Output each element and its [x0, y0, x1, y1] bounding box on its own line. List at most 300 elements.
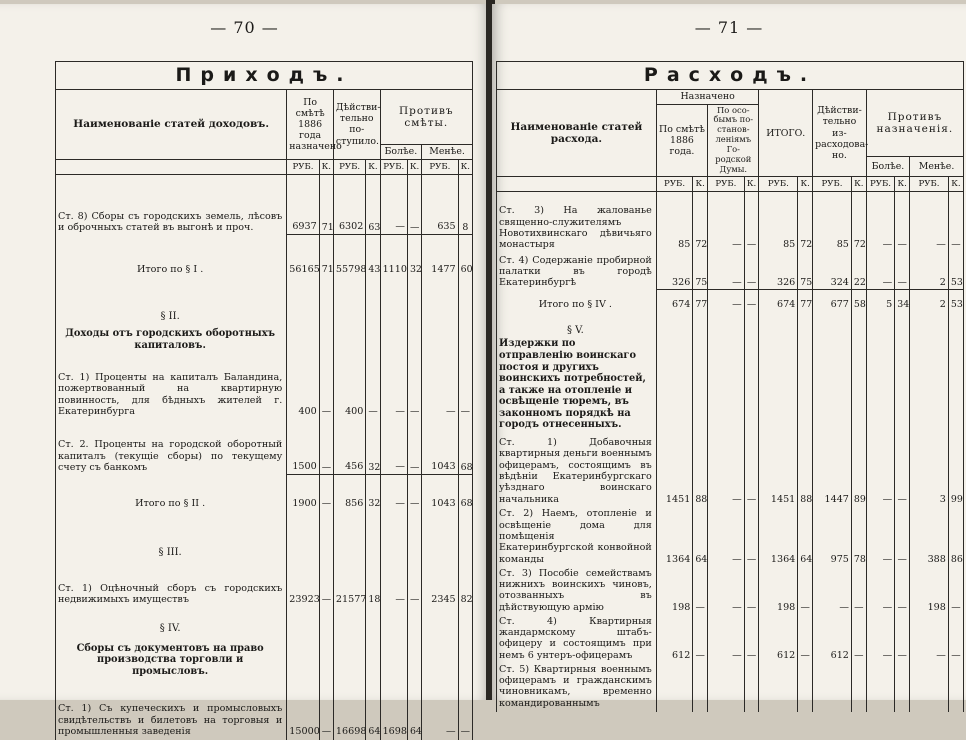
unit-rub: РУБ. — [380, 159, 407, 174]
rubles-cell — [287, 510, 319, 560]
rubles-cell: — — [813, 566, 852, 614]
table-row — [497, 506, 964, 566]
kopecks-cell: — — [744, 289, 759, 311]
kopecks-cell: — — [319, 678, 333, 738]
rubles-cell: 56165 — [287, 234, 319, 276]
kopecks-cell: — — [407, 560, 421, 606]
rubles-cell: 198 — [910, 566, 949, 614]
table-filler-row — [497, 710, 964, 712]
unit-rub: РУБ. — [813, 176, 852, 191]
rubles-cell: — — [422, 678, 459, 738]
empty-cell — [744, 710, 759, 712]
empty-cell — [910, 710, 949, 712]
rubles-cell: 612 — [759, 614, 798, 662]
item-description: Ст. 1) Добавочныя квартирныя деньги военнымъ офицерамъ, состоящимъ въ вѣдѣніи Екатеринбургскаго уѣзднаго воинскаго начальника — [497, 432, 657, 506]
rubles-cell — [759, 337, 798, 431]
table-row — [497, 191, 964, 251]
page-number-right: — 71 — — [694, 18, 764, 37]
rubles-cell: 1110 — [380, 234, 407, 276]
rubles-cell — [656, 662, 693, 710]
item-description: Ст. 3) Пособіе семействамъ нижнихъ воинскихъ чиновъ, отозванныхъ въ дѣйствующую армію — [497, 566, 657, 614]
kopecks-cell: — — [319, 474, 333, 510]
empty-cell — [798, 710, 813, 712]
rubles-cell: 85 — [813, 191, 852, 251]
kopecks-cell: — — [851, 614, 866, 662]
table-row — [497, 251, 964, 289]
rubles-cell: — — [708, 191, 745, 251]
empty-cell — [656, 710, 693, 712]
table-row — [56, 560, 473, 606]
rubles-cell: 198 — [656, 566, 693, 614]
rubles-cell: 635 — [422, 174, 459, 234]
kopecks-cell: 99 — [948, 432, 963, 506]
kopecks-cell — [319, 276, 333, 324]
unit-rub: РУБ. — [656, 176, 693, 191]
header-actual-spent: Дѣйстви-тельно из-расходова-но. — [813, 90, 867, 176]
item-description: Ст. 4) Содержаніе пробирной палатки въ городѣ Екатеринбургѣ — [497, 251, 657, 289]
kopecks-cell — [798, 311, 813, 337]
item-description: Ст. 1) Съ купеческихъ и промысловыхъ свидѣтельствъ и билетовъ на торговыя и промышленныя заведенія — [56, 678, 287, 738]
unit-kop: К. — [798, 176, 813, 191]
page-right — [492, 4, 966, 709]
rubles-cell — [759, 662, 798, 710]
unit-rub: РУБ. — [287, 159, 319, 174]
rubles-cell: 612 — [656, 614, 693, 662]
section-row — [56, 510, 473, 560]
kopecks-cell: 58 — [851, 289, 866, 311]
rubles-cell — [380, 276, 407, 324]
rubles-cell: — — [866, 566, 895, 614]
kopecks-cell: 75 — [693, 251, 708, 289]
rubles-cell — [910, 311, 949, 337]
table-row — [56, 352, 473, 418]
section-row — [497, 311, 964, 337]
section-label: § V. — [497, 311, 657, 337]
rubles-cell: 1698 — [380, 678, 407, 738]
rubles-cell — [422, 636, 459, 678]
header-less: Менѣе. — [422, 145, 473, 159]
rubles-cell: 2345 — [422, 560, 459, 606]
unit-rub: РУБ. — [422, 159, 459, 174]
kopecks-cell — [798, 337, 813, 431]
unit-rub: РУБ. — [910, 176, 949, 191]
kopecks-cell — [407, 276, 421, 324]
kopecks-cell — [744, 311, 759, 337]
kopecks-cell: — — [693, 566, 708, 614]
rubles-cell: 5 — [866, 289, 895, 311]
rubles-cell — [333, 636, 365, 678]
kopecks-cell: 89 — [851, 432, 866, 506]
kopecks-cell — [458, 324, 472, 352]
unit-kop: К. — [693, 176, 708, 191]
kopecks-cell: 32 — [366, 418, 380, 474]
kopecks-cell — [744, 337, 759, 431]
section-heading: Доходы отъ городскихъ оборотныхъ капиталовъ. — [56, 324, 287, 352]
expense-table-body — [497, 191, 964, 711]
kopecks-cell — [366, 510, 380, 560]
rubles-cell: 674 — [656, 289, 693, 311]
kopecks-cell — [948, 311, 963, 337]
table-row — [497, 662, 964, 710]
kopecks-cell: — — [798, 566, 813, 614]
rubles-cell: 677 — [813, 289, 852, 311]
rubles-cell — [287, 276, 319, 324]
empty-cell — [708, 710, 745, 712]
total-label: Итого по § I . — [56, 234, 287, 276]
header-actual: Дѣйстви-тельно по-ступило. — [333, 90, 380, 159]
section-heading-row — [56, 324, 473, 352]
table-row — [56, 418, 473, 474]
rubles-cell — [380, 510, 407, 560]
expense-banner: Расходъ. — [497, 62, 964, 90]
header-more: Болѣе. — [380, 145, 422, 159]
rubles-cell: 1900 — [287, 474, 319, 510]
kopecks-cell: — — [851, 566, 866, 614]
rubles-cell: 400 — [287, 352, 319, 418]
rubles-cell — [866, 311, 895, 337]
rubles-cell: — — [380, 560, 407, 606]
kopecks-cell — [895, 311, 910, 337]
kopecks-cell: 71 — [319, 174, 333, 234]
kopecks-cell: 34 — [895, 289, 910, 311]
total-label: Итого по § II . — [56, 474, 287, 510]
kopecks-cell: — — [895, 432, 910, 506]
rubles-cell: 85 — [656, 191, 693, 251]
rubles-cell — [656, 311, 693, 337]
section-label: § II. — [56, 276, 287, 324]
kopecks-cell: — — [366, 352, 380, 418]
rubles-cell: — — [910, 614, 949, 662]
kopecks-cell — [458, 276, 472, 324]
unit-kop: К. — [366, 159, 380, 174]
header-assigned: Назначено — [656, 90, 759, 104]
rubles-cell: — — [866, 506, 895, 566]
rubles-cell — [910, 662, 949, 710]
rubles-cell: 456 — [333, 418, 365, 474]
kopecks-cell: — — [407, 174, 421, 234]
kopecks-cell: 88 — [693, 432, 708, 506]
kopecks-cell — [851, 311, 866, 337]
header-less: Менѣе. — [910, 156, 964, 176]
kopecks-cell: 72 — [798, 191, 813, 251]
unit-rub: РУБ. — [866, 176, 895, 191]
empty-cell — [948, 710, 963, 712]
item-description: Ст. 1) Проценты на капиталъ Баландина, пожертвованный на квартирную повинность, для бѣдныхъ жителей г. Екатеринбурга — [56, 352, 287, 418]
table-row — [497, 566, 964, 614]
header-expense-name: Наименованіе статей расхода. — [497, 90, 657, 176]
kopecks-cell: — — [895, 614, 910, 662]
kopecks-cell: 64 — [798, 506, 813, 566]
rubles-cell — [813, 311, 852, 337]
rubles-cell: 400 — [333, 352, 365, 418]
unit-rub: РУБ. — [708, 176, 745, 191]
kopecks-cell: 77 — [798, 289, 813, 311]
kopecks-cell: 78 — [851, 506, 866, 566]
kopecks-cell: 53 — [948, 251, 963, 289]
rubles-cell — [287, 636, 319, 678]
kopecks-cell: 86 — [948, 506, 963, 566]
kopecks-cell: 88 — [798, 432, 813, 506]
rubles-cell: — — [380, 352, 407, 418]
kopecks-cell — [948, 662, 963, 710]
table-row — [497, 432, 964, 506]
kopecks-cell: — — [948, 191, 963, 251]
kopecks-cell — [319, 606, 333, 636]
header-income-name: Наименованіе статей доходовъ. — [56, 90, 287, 159]
unit-kop: К. — [407, 159, 421, 174]
kopecks-cell: 75 — [798, 251, 813, 289]
kopecks-cell: 64 — [693, 506, 708, 566]
rubles-cell: 1364 — [759, 506, 798, 566]
rubles-cell: — — [380, 474, 407, 510]
rubles-cell: 15000 — [287, 678, 319, 738]
unit-kop: К. — [895, 176, 910, 191]
kopecks-cell: — — [798, 614, 813, 662]
rubles-cell: 2 — [910, 251, 949, 289]
kopecks-cell: — — [744, 191, 759, 251]
header-units-blank — [56, 159, 287, 174]
rubles-cell — [380, 636, 407, 678]
total-row — [497, 289, 964, 311]
rubles-cell: 326 — [759, 251, 798, 289]
unit-rub: РУБ. — [333, 159, 365, 174]
rubles-cell: 856 — [333, 474, 365, 510]
kopecks-cell — [366, 636, 380, 678]
kopecks-cell: — — [744, 614, 759, 662]
section-heading: Издержки по отправленію воинскаго постоя и другихъ воинскихъ потребностей, а также на отопленіе и освѣщеніе тюремъ, въ законномъ порядкѣ на городъ отнесенныхъ. — [497, 337, 657, 431]
item-description: Ст. 5) Квартирныя военнымъ офицерамъ и гражданскимъ чиновникамъ, временно командированнымъ — [497, 662, 657, 710]
kopecks-cell: — — [895, 251, 910, 289]
header-vs-estimate: Противъ смѣты. — [380, 90, 472, 145]
item-description: Ст. 2. Проценты на городской оборотный капиталъ (текущіе сборы) по текущему счету съ банкомъ — [56, 418, 287, 474]
rubles-cell — [287, 324, 319, 352]
kopecks-cell: — — [319, 418, 333, 474]
kopecks-cell — [366, 276, 380, 324]
rubles-cell: — — [380, 174, 407, 234]
kopecks-cell — [744, 662, 759, 710]
header-by-estimate: По смѣтѣ 1886 года. — [656, 104, 707, 176]
rubles-cell: — — [866, 251, 895, 289]
total-label: Итого по § IV . — [497, 289, 657, 311]
section-label: § III. — [56, 510, 287, 560]
rubles-cell: — — [708, 289, 745, 311]
rubles-cell: 388 — [910, 506, 949, 566]
item-description: Ст. 3) На жалованье священно-служителямъ Новотихвинскаго дѣвичьяго монастыря — [497, 191, 657, 251]
rubles-cell: 16698 — [333, 678, 365, 738]
rubles-cell — [422, 510, 459, 560]
section-label: § IV. — [56, 606, 287, 636]
kopecks-cell: 72 — [851, 191, 866, 251]
kopecks-cell: — — [895, 566, 910, 614]
kopecks-cell: — — [895, 191, 910, 251]
header-vs-assigned: Противъ назначенія. — [866, 90, 963, 156]
kopecks-cell — [407, 324, 421, 352]
kopecks-cell: — — [407, 418, 421, 474]
kopecks-cell: — — [948, 566, 963, 614]
header-more: Болѣе. — [866, 156, 909, 176]
kopecks-cell — [407, 606, 421, 636]
kopecks-cell — [798, 662, 813, 710]
unit-rub: РУБ. — [759, 176, 798, 191]
rubles-cell — [910, 337, 949, 431]
income-table — [55, 61, 473, 740]
rubles-cell: 1477 — [422, 234, 459, 276]
kopecks-cell: — — [407, 474, 421, 510]
kopecks-cell: — — [895, 506, 910, 566]
item-description: Ст. 1) Оцѣночный сборъ съ городскихъ недвижимыхъ имуществъ — [56, 560, 287, 606]
page-number-left: — 70 — — [210, 18, 279, 37]
rubles-cell: 21577 — [333, 560, 365, 606]
rubles-cell: — — [708, 506, 745, 566]
kopecks-cell — [693, 662, 708, 710]
empty-cell — [813, 710, 852, 712]
kopecks-cell — [319, 510, 333, 560]
kopecks-cell: 43 — [366, 234, 380, 276]
unit-kop: К. — [948, 176, 963, 191]
rubles-cell — [380, 606, 407, 636]
item-description: Ст. 2) Наемъ, отопленіе и освѣщеніе дома для помѣщенія Екатеринбургской конвойной команды — [497, 506, 657, 566]
rubles-cell — [708, 311, 745, 337]
kopecks-cell: 64 — [407, 678, 421, 738]
section-heading-row — [56, 636, 473, 678]
kopecks-cell: — — [744, 432, 759, 506]
kopecks-cell — [895, 337, 910, 431]
rubles-cell: 85 — [759, 191, 798, 251]
kopecks-cell — [407, 510, 421, 560]
total-row — [56, 234, 473, 276]
rubles-cell: — — [708, 614, 745, 662]
rubles-cell: 198 — [759, 566, 798, 614]
rubles-cell — [333, 606, 365, 636]
kopecks-cell: 77 — [693, 289, 708, 311]
kopecks-cell: 82 — [458, 560, 472, 606]
kopecks-cell: — — [948, 614, 963, 662]
kopecks-cell — [366, 324, 380, 352]
rubles-cell: — — [708, 251, 745, 289]
rubles-cell: 1043 — [422, 418, 459, 474]
rubles-cell: — — [866, 432, 895, 506]
rubles-cell: — — [866, 614, 895, 662]
rubles-cell: — — [708, 566, 745, 614]
rubles-cell — [380, 324, 407, 352]
kopecks-cell — [319, 636, 333, 678]
kopecks-cell: 60 — [458, 234, 472, 276]
kopecks-cell: 71 — [319, 234, 333, 276]
rubles-cell: 1447 — [813, 432, 852, 506]
kopecks-cell: 32 — [407, 234, 421, 276]
kopecks-cell: 72 — [693, 191, 708, 251]
kopecks-cell — [458, 636, 472, 678]
rubles-cell — [759, 311, 798, 337]
rubles-cell: 674 — [759, 289, 798, 311]
rubles-cell: 975 — [813, 506, 852, 566]
kopecks-cell: 68 — [458, 418, 472, 474]
rubles-cell: 3 — [910, 432, 949, 506]
kopecks-cell: — — [458, 678, 472, 738]
kopecks-cell: 63 — [366, 174, 380, 234]
header-by-special: По осо-бымъ по-станов-леніямъ Го-родской Думы. — [708, 104, 759, 176]
header-total: ИТОГО. — [759, 90, 813, 176]
unit-kop: К. — [458, 159, 472, 174]
expense-table — [496, 61, 964, 712]
unit-kop: К. — [851, 176, 866, 191]
kopecks-cell — [407, 636, 421, 678]
section-heading: Сборы съ документовъ на право производства торговли и промысловъ. — [56, 636, 287, 678]
kopecks-cell: — — [458, 352, 472, 418]
kopecks-cell — [458, 606, 472, 636]
kopecks-cell: — — [693, 614, 708, 662]
rubles-cell — [422, 276, 459, 324]
kopecks-cell — [693, 337, 708, 431]
kopecks-cell: — — [744, 251, 759, 289]
kopecks-cell — [895, 662, 910, 710]
rubles-cell — [333, 510, 365, 560]
table-row — [56, 678, 473, 738]
kopecks-cell: 53 — [948, 289, 963, 311]
kopecks-cell: 8 — [458, 174, 472, 234]
rubles-cell: 1500 — [287, 418, 319, 474]
unit-kop: К. — [744, 176, 759, 191]
rubles-cell: 1364 — [656, 506, 693, 566]
page-left — [0, 4, 489, 738]
rubles-cell: 23923 — [287, 560, 319, 606]
kopecks-cell: 64 — [366, 678, 380, 738]
empty-cell — [895, 710, 910, 712]
rubles-cell — [708, 662, 745, 710]
rubles-cell — [656, 337, 693, 431]
rubles-cell: 326 — [656, 251, 693, 289]
rubles-cell — [422, 606, 459, 636]
kopecks-cell — [851, 662, 866, 710]
item-description: Ст. 8) Сборы съ городскихъ земель, лѣсовъ и оброчныхъ статей въ выгонѣ и проч. — [56, 174, 287, 234]
kopecks-cell: 22 — [851, 251, 866, 289]
kopecks-cell — [458, 510, 472, 560]
income-table-body — [56, 174, 473, 740]
table-row — [497, 614, 964, 662]
kopecks-cell: 32 — [366, 474, 380, 510]
section-heading-row — [497, 337, 964, 431]
rubles-cell — [708, 337, 745, 431]
rubles-cell: 55798 — [333, 234, 365, 276]
empty-cell — [759, 710, 798, 712]
kopecks-cell: 18 — [366, 560, 380, 606]
kopecks-cell: 68 — [458, 474, 472, 510]
rubles-cell: — — [866, 191, 895, 251]
kopecks-cell: — — [744, 506, 759, 566]
kopecks-cell: — — [319, 352, 333, 418]
section-row — [56, 606, 473, 636]
unit-kop: К. — [319, 159, 333, 174]
header-units-blank — [497, 176, 657, 191]
rubles-cell — [287, 606, 319, 636]
rubles-cell: 6937 — [287, 174, 319, 234]
rubles-cell: 324 — [813, 251, 852, 289]
kopecks-cell — [948, 337, 963, 431]
item-description: Ст. 4) Квартирныя жандармскому штабъ-офицеру и состоящимъ при немъ 6 унтеръ-офицерамъ — [497, 614, 657, 662]
empty-cell — [693, 710, 708, 712]
kopecks-cell: — — [319, 560, 333, 606]
rubles-cell — [333, 276, 365, 324]
kopecks-cell: — — [744, 566, 759, 614]
section-row — [56, 276, 473, 324]
kopecks-cell — [851, 337, 866, 431]
rubles-cell — [813, 662, 852, 710]
rubles-cell — [422, 324, 459, 352]
income-banner: Приходъ. — [56, 62, 473, 90]
rubles-cell: 612 — [813, 614, 852, 662]
kopecks-cell — [366, 606, 380, 636]
empty-cell — [866, 710, 895, 712]
